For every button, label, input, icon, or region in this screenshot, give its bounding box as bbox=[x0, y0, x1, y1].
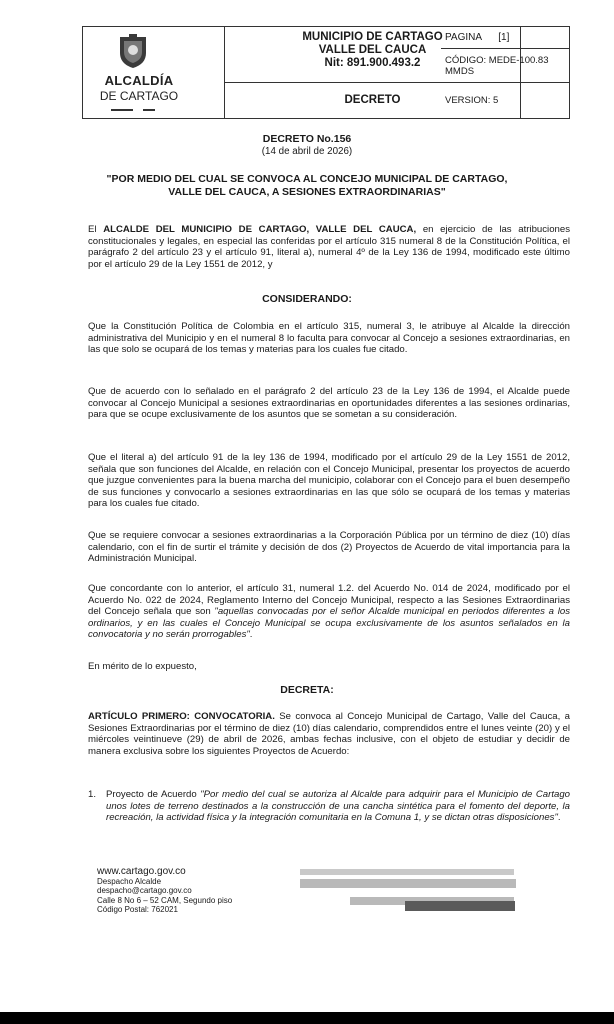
footer-postal: Código Postal: 762021 bbox=[97, 905, 178, 915]
articulo-primero-text: Se convoca al Concejo Municipal de Cartago, Valle del Cauca, a Sesiones Extraordinarias por el término de diez (10) días calendario, comprendidos entre el lunes veinte (20) y el miércoles veintinueve (29) de abril de 2026, ambas fechas inclusive, con el objeto de estudiar y decidir de manera exclusiva sobre los siguientes Proyectos de Acuerdo: bbox=[88, 711, 570, 757]
footer-address: Calle 8 No 6 – 52 CAM, Segundo piso bbox=[97, 895, 233, 905]
footer-bar-4 bbox=[405, 901, 515, 911]
considerando-paragraph-1: Que la Constitución Política de Colombia en el artículo 315, numeral 3, le atribuye al Alcalde la dirección administrativa del Municipio y en el numeral 8 lo faculta para convocar al Concejo a sesiones extraordinarias, en las que solo se ocupará de los temas y materias para los cuales fue citado. bbox=[88, 321, 570, 356]
intro-rest: en ejercicio de las atribuciones constitucionales y legales, en especial las conferidas por el artículo 315 numeral 8 de la Constitución Política, el parágrafo 2 del artículo 23 y el artículo 91, literal a), numeral 4º de la Ley 136 de 1994, modificado este último por el artículo 29 de la Ley 1551 de 2012, y bbox=[88, 224, 570, 270]
proyecto-end: . bbox=[557, 812, 561, 824]
header-doc-type: DECRETO bbox=[225, 83, 521, 118]
intro-lead: El bbox=[88, 224, 104, 235]
footer-website: www.cartago.gov.co bbox=[97, 866, 186, 877]
merito-text: En mérito de lo expuesto, bbox=[88, 661, 197, 672]
concordante-text: Que concordante con lo anterior, el artículo 31, numeral 1.2. del Acuerdo No. 014 de 2024, modificado por el Acuerdo No. 022 de 2024, Reglamento Interno del Concejo Municipal, respecto a las Sesiones Extraordinarias del Concejo señala que son bbox=[88, 583, 570, 618]
articulo-primero bbox=[88, 711, 570, 757]
document-header-table bbox=[82, 26, 570, 119]
intro-alcalde: ALCALDE DEL MUNICIPIO DE CARTAGO, VALLE DEL CAUCA, bbox=[103, 224, 417, 235]
decree-subject-line-2: VALLE DEL CAUCA, A SESIONES EXTRAORDINARIAS" bbox=[168, 185, 446, 198]
concordante-quote: "aquellas convocadas por el señor Alcalde municipal en periodos diferentes a los ordinarios, y en las cuales el Concejo Municipal se ocupa exclusivamente de los asuntos señalados en la convocatoria y no serán prorrogables" bbox=[88, 606, 570, 641]
considerando-paragraph-3: Que el literal a) del artículo 91 de la ley 136 de 1994, modificado por el artículo 29 de la Ley 1551 de 2012, señala que son funciones del Alcalde, en relación con el Concejo Municipal, presentar los proyectos de acuerdo que juzgue convenientes para la buena marcha del municipio, colaborar con el Concejo para el buen desempeño de sus funciones y convocarlo a sesiones extraordinarias en las que sólo se ocupará de los temas y materias para los cuales fue citado. bbox=[88, 452, 570, 510]
footer-bar-2 bbox=[300, 879, 516, 888]
header-nit: Nit: 891.900.493.2 bbox=[324, 57, 421, 69]
considerando-heading: CONSIDERANDO: bbox=[262, 293, 352, 305]
intro-paragraph bbox=[88, 224, 570, 270]
decree-date: (14 de abril de 2026) bbox=[261, 146, 353, 157]
proyecto-number: 1. bbox=[88, 789, 97, 800]
coat-of-arms-icon bbox=[118, 33, 148, 69]
decree-subject-line-1: "POR MEDIO DEL CUAL SE CONVOCA AL CONCEJO MUNICIPAL DE CARTAGO, bbox=[106, 173, 508, 185]
footer-contact bbox=[97, 866, 232, 915]
decreta-heading: DECRETA: bbox=[280, 684, 334, 696]
logo-text-de-cartago: DE CARTAGO bbox=[99, 89, 179, 103]
concordante-paragraph bbox=[88, 583, 570, 641]
footer-bar-1 bbox=[300, 869, 514, 875]
header-title-valle: VALLE DEL CAUCA bbox=[318, 44, 427, 56]
header-title-municipio: MUNICIPIO DE CARTAGO bbox=[302, 31, 443, 43]
concordante-end: . bbox=[249, 629, 253, 641]
pagina-cell bbox=[441, 27, 570, 49]
proyecto-text bbox=[106, 789, 570, 824]
footer-email: despacho@cartago.gov.co bbox=[97, 886, 192, 896]
proyecto-title: "Por medio del cual se autoriza al Alcalde para adquirir para el Municipio de Cartago unos lotes de terreno destinados a la construcción de una cancha sintética para el fomento del deporte, la recreación, la actividad física y la integración comunitaria en la Comuna 1, y se dictan otras disposiciones" bbox=[106, 789, 571, 824]
scan-edge bbox=[0, 1012, 614, 1024]
considerando-paragraph-2: Que de acuerdo con lo señalado en el parágrafo 2 del artículo 23 de la Ley 136 de 1994, el Alcalde puede convocar al Concejo Municipal a sesiones extraordinarias en oportunidades diferentes a las sesiones ordinarias, para que se ocupe exclusivamente de los asuntos que se sometan a su consideración. bbox=[88, 386, 570, 421]
pagina-value: [1] bbox=[498, 32, 510, 43]
decree-subject bbox=[60, 173, 554, 198]
decree-number: DECRETO No.156 bbox=[262, 133, 352, 145]
proyecto-label: Proyecto de Acuerdo bbox=[106, 789, 201, 800]
footer-office: Despacho Alcalde bbox=[97, 877, 162, 886]
codigo-cell: CÓDIGO: MEDE-100.83 MMDS bbox=[441, 49, 570, 83]
logo-underline bbox=[111, 109, 133, 111]
articulo-primero-title: ARTÍCULO PRIMERO: CONVOCATORIA. bbox=[88, 711, 275, 722]
logo-underline bbox=[143, 109, 155, 111]
logo-cell bbox=[83, 27, 225, 118]
version-cell: VERSION: 5 bbox=[445, 95, 499, 106]
header-right-cells bbox=[441, 27, 570, 118]
logo-text-alcaldia: ALCALDÍA bbox=[104, 73, 174, 88]
considerando-paragraph-4: Que se requiere convocar a sesiones extraordinarias a la Corporación Pública por un término de diez (10) días calendario, con el fin de surtir el trámite y decisión de dos (2) Proyectos de Acuerdo de vital importancia para la Administración Municipal. bbox=[88, 530, 570, 565]
pagina-label: PAGINA bbox=[445, 32, 482, 43]
